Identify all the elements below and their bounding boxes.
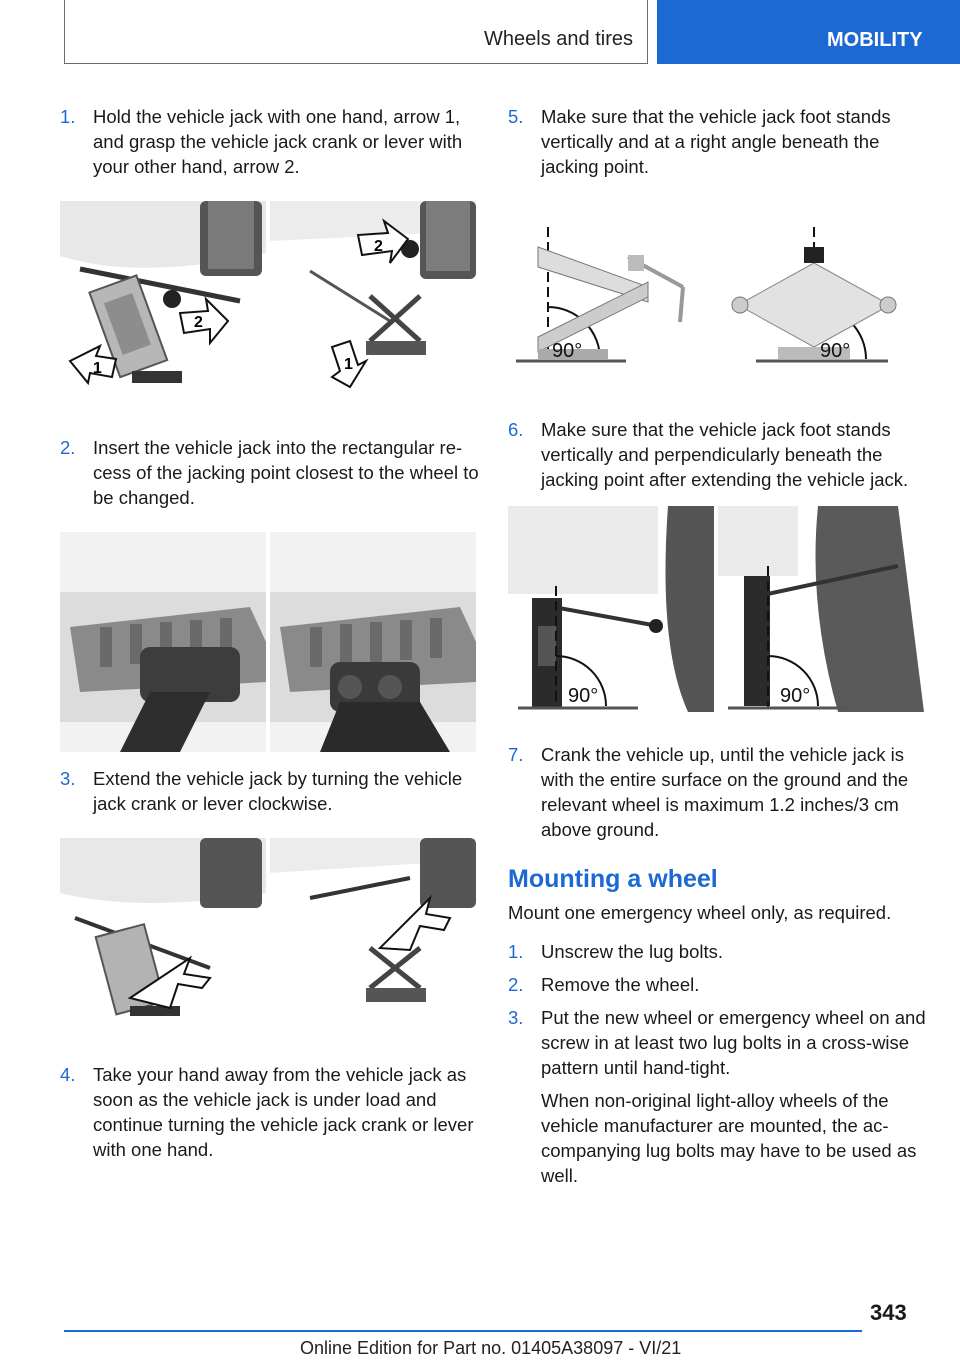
footer-edition: Online Edition for Part no. 01405A38097 - VI/21 bbox=[300, 1338, 682, 1358]
step-number: 4. bbox=[60, 1064, 76, 1085]
mount-step-3-note: When non-original light-alloy wheels of the vehicle manufacturer are mounted, the ac‐companying lug bolts may have to be used as well. bbox=[541, 1090, 917, 1186]
arrow-label-2b: 2 bbox=[374, 238, 383, 255]
step-1 bbox=[60, 104, 480, 179]
step-text: Hold the vehicle jack with one hand, arrow 1, and grasp the vehicle jack crank or lever with your other hand, arrow 2. bbox=[93, 106, 463, 177]
jack-perpendicular-image-left bbox=[508, 506, 714, 712]
mount-step-2 bbox=[508, 972, 938, 997]
step-text: Unscrew the lug bolts. bbox=[541, 941, 724, 962]
step-5 bbox=[508, 104, 938, 179]
figure-jack-insert bbox=[60, 532, 480, 752]
angle-label-photo-right: 90° bbox=[780, 685, 811, 707]
step-text: Make sure that the vehicle jack foot stands vertically and at a right angle beneath the jacking point. bbox=[541, 106, 891, 177]
step-2 bbox=[60, 435, 480, 510]
step-number: 3. bbox=[60, 768, 76, 789]
arrow-label-1: 1 bbox=[93, 360, 102, 377]
figure-jack-hold bbox=[60, 201, 480, 393]
arrow-label-1b: 1 bbox=[344, 356, 353, 373]
figure-jack-perpendicular bbox=[508, 506, 938, 712]
figure-jack-extend bbox=[60, 838, 480, 1018]
header-section-box bbox=[64, 0, 648, 64]
jack-angle-diagram bbox=[508, 227, 924, 377]
step-number: 6. bbox=[508, 419, 524, 440]
jack-insert-image-left bbox=[60, 532, 266, 752]
step-number: 2. bbox=[508, 974, 524, 995]
jack-extend-image-left bbox=[60, 838, 266, 1018]
angle-label-right: 90° bbox=[820, 340, 851, 362]
header-chapter-label: MOBILITY bbox=[827, 29, 923, 51]
mount-step-1 bbox=[508, 939, 938, 964]
step-7 bbox=[508, 742, 938, 842]
footer-divider bbox=[64, 1330, 862, 1332]
step-4 bbox=[60, 1062, 480, 1162]
step-text: Crank the vehicle up, until the vehicle jack is with the entire surface on the ground and the relevant wheel is maximum 1.2 inches/3 cm above ground. bbox=[541, 744, 909, 840]
step-text: Make sure that the vehicle jack foot stands vertically and perpendicularly beneath the jacking point after extending the vehicle jack. bbox=[541, 419, 909, 490]
mount-step-3 bbox=[508, 1005, 938, 1080]
mounting-intro: Mount one emergency wheel only, as required. bbox=[508, 902, 892, 923]
step-number: 1. bbox=[508, 941, 524, 962]
jack-perpendicular-image-right bbox=[718, 506, 924, 712]
step-6 bbox=[508, 417, 938, 492]
right-column bbox=[508, 104, 938, 1188]
step-number: 5. bbox=[508, 106, 524, 127]
step-text: Take your hand away from the vehicle jack as soon as the vehicle jack is under load and continue turning the vehicle jack crank or lever with one hand. bbox=[93, 1064, 474, 1160]
angle-label-photo-left: 90° bbox=[568, 685, 599, 707]
step-text: Remove the wheel. bbox=[541, 974, 700, 995]
left-column bbox=[60, 104, 480, 1162]
jack-hold-image-left bbox=[60, 201, 266, 393]
step-3 bbox=[60, 766, 480, 816]
step-number: 2. bbox=[60, 437, 76, 458]
jack-extend-image-right bbox=[270, 838, 476, 1018]
header-chapter-tab bbox=[657, 0, 960, 64]
jack-hold-image-right bbox=[270, 201, 476, 393]
jack-insert-image-right bbox=[270, 532, 476, 752]
step-text: Insert the vehicle jack into the rectangular re‐cess of the jacking point closest to the wheel to be changed. bbox=[93, 437, 479, 508]
step-number: 7. bbox=[508, 744, 524, 765]
arrow-label-2: 2 bbox=[194, 314, 203, 331]
step-text: Put the new wheel or emergency wheel on and screw in at least two lug bolts in a cross‐wise pattern until hand-tight. bbox=[541, 1007, 926, 1078]
step-number: 1. bbox=[60, 106, 76, 127]
page-number: 343 bbox=[870, 1300, 907, 1325]
angle-label-left: 90° bbox=[552, 340, 583, 362]
figure-jack-angle bbox=[508, 227, 938, 377]
header-section-title: Wheels and tires bbox=[484, 28, 633, 50]
step-text: Extend the vehicle jack by turning the vehicle jack crank or lever clockwise. bbox=[93, 768, 463, 814]
section-title-mounting: Mounting a wheel bbox=[508, 865, 718, 893]
step-number: 3. bbox=[508, 1007, 524, 1028]
